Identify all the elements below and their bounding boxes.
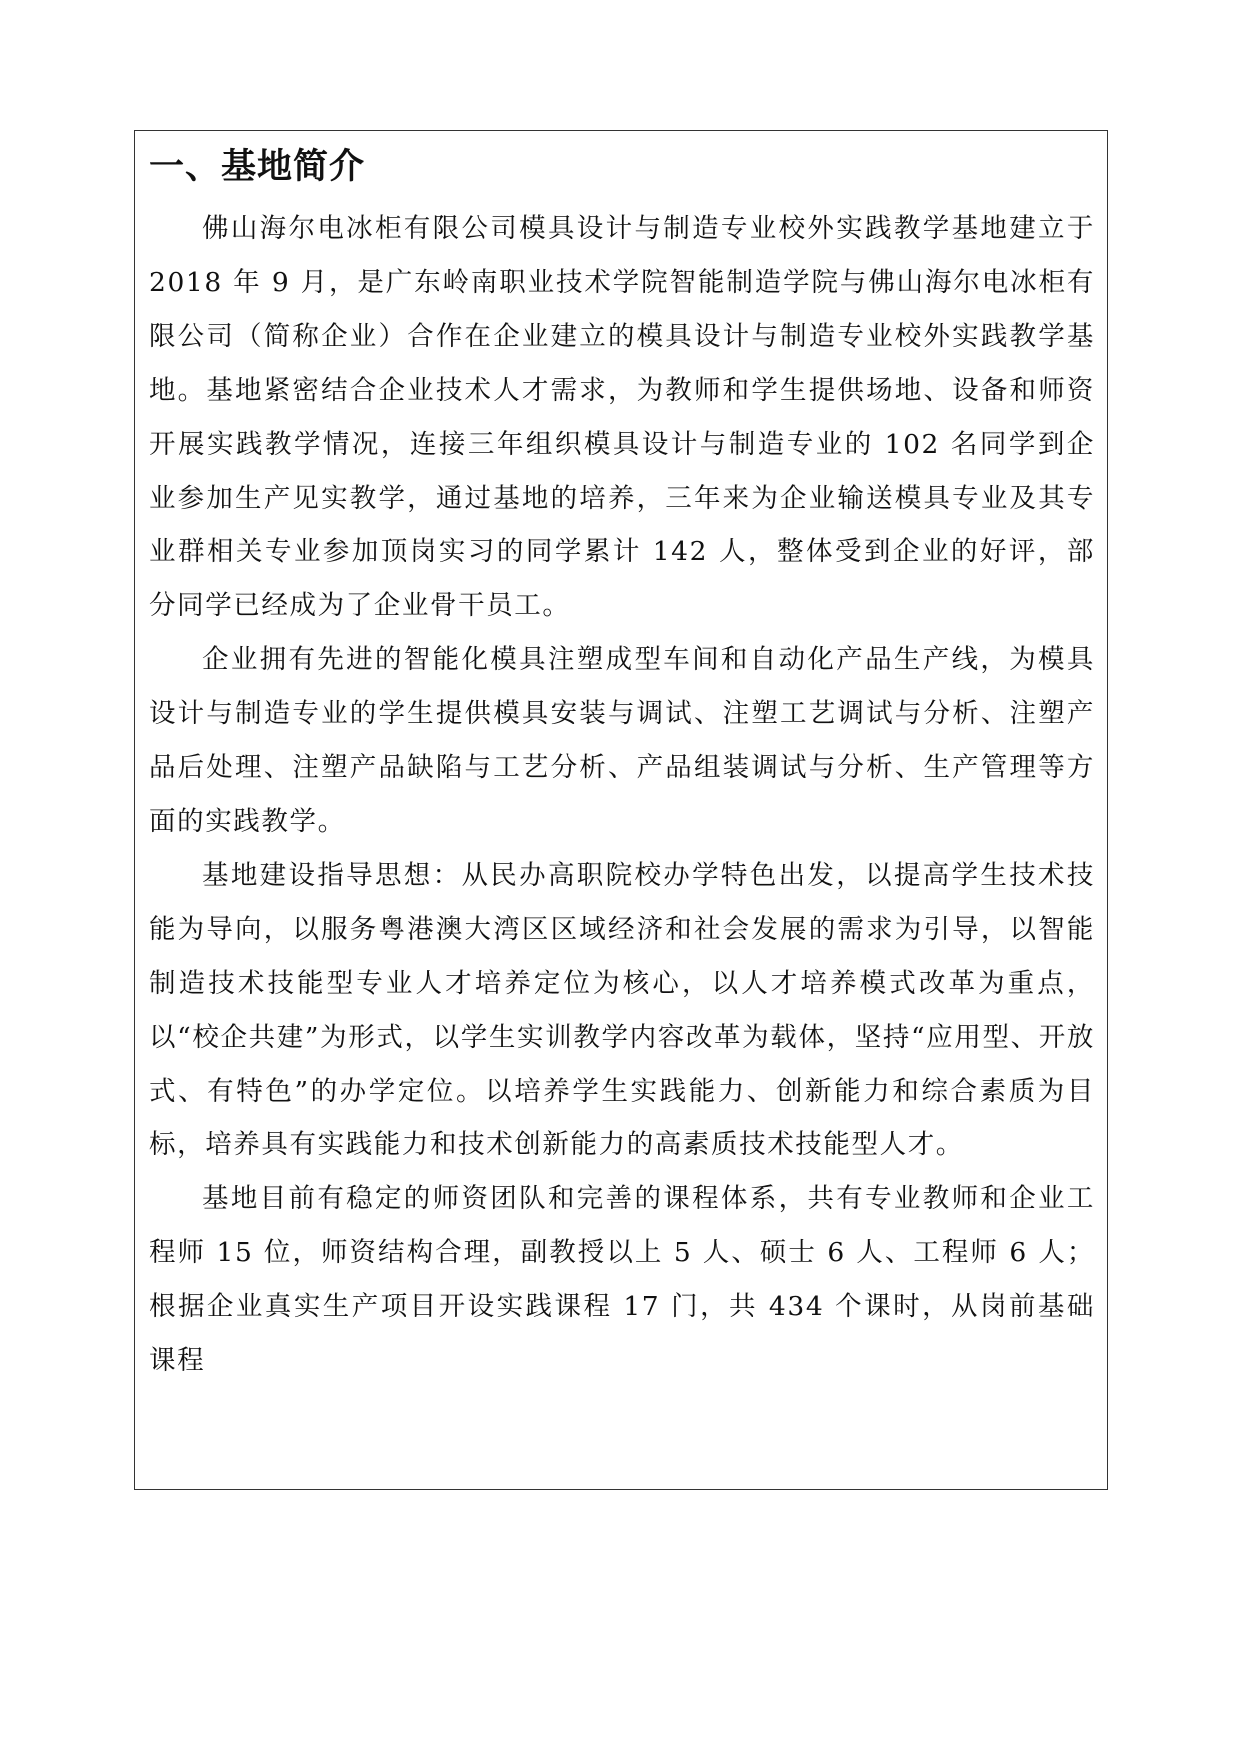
paragraph-enterprise-facilities: 企业拥有先进的智能化模具注塑成型车间和自动化产品生产线，为模具设计与制造专业的学生提供模具安装与调试、注塑工艺调试与分析、注塑产品后处理、注塑产品缺陷与工艺分析、产品组装调试与分析、生产管理等方面的实践教学。 [149,644,1095,837]
section-heading: 一、基地简介 [149,147,366,187]
paragraph-guiding-ideology: 基地建设指导思想：从民办高职院校办学特色出发，以提高学生技术技能为导向，以服务粤港澳大湾区区域经济和社会发展的需求为引导，以智能制造技术技能型专业人才培养定位为核心，以人才培养模式改革为重点，以“校企共建”为形式，以学生实训教学内容改革为载体，坚持“应用型、开放式、有特色”的办学定位。以培养学生实践能力、创新能力和综合素质为目标，培养具有实践能力和技术创新能力的高素质技术技能型人才。 [149,859,1095,1161]
paragraph-faculty-curriculum: 基地目前有稳定的师资团队和完善的课程体系，共有专业教师和企业工程师 15 位，师资结构合理，副教授以上 5 人、硕士 6 人、工程师 6 人；根据企业真实生产项目开设实践课程 17 门，共 434 个课时，从岗前基础课程 [149,1183,1095,1377]
paragraph-base-overview: 佛山海尔电冰柜有限公司模具设计与制造专业校外实践教学基地建立于 2018 年 9 月，是广东岭南职业技术学院智能制造学院与佛山海尔电冰柜有限公司（简称企业）合作在企业建立的模具设计与制造专业校外实践教学基地。基地紧密结合企业技术人才需求，为教师和学生提供场地、设备和师资开展实践教学情况，连接三年组织模具设计与制造专业的 102 名同学到企业参加生产见实教学，通过基地的培养，三年来为企业输送模具专业及其专业群相关专业参加顶岗实习的同学累计 142 人，整体受到企业的好评，部分同学已经成为了企业骨干员工。 [149,213,1095,622]
section-body [149,202,1095,1388]
